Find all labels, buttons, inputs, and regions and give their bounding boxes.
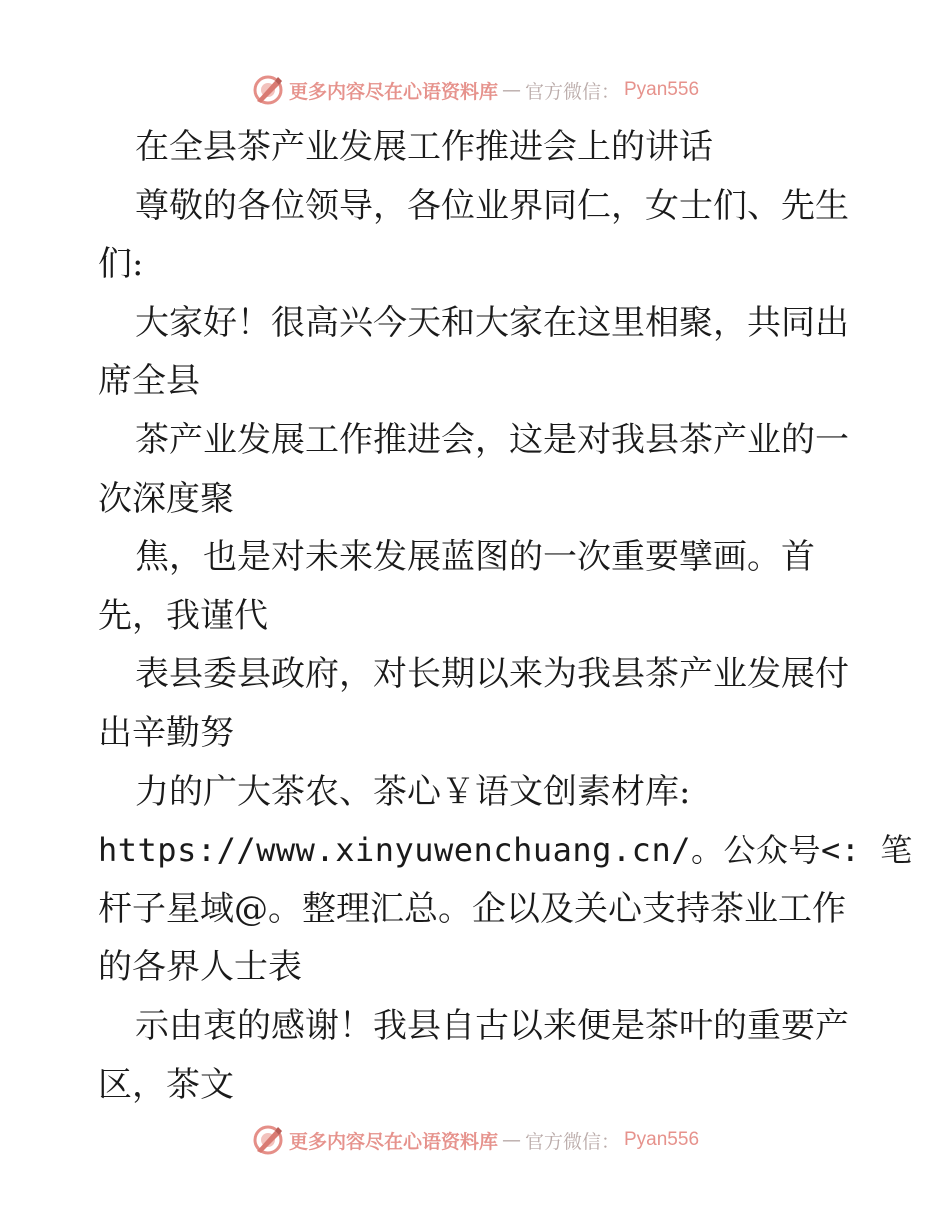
header-banner	[0, 70, 950, 110]
text-line: https://www.xinyuwenchuang.cn/。公众号<: 笔	[98, 831, 913, 870]
text-line: 次深度聚	[98, 478, 234, 519]
text-line: 席全县	[98, 361, 200, 402]
text-line: 出辛勤努	[98, 713, 234, 753]
banner-wechat-id: Pyan556	[624, 79, 700, 100]
text-line: 焦，也是对未来发展蓝图的一次重要擘画。首	[135, 537, 815, 578]
footer-banner	[0, 1120, 950, 1160]
banner-text: 更多内容尽在心语资料库	[288, 80, 498, 103]
banner-dash: —	[501, 79, 521, 101]
text-line: 尊敬的各位领导，各位业界同仁，女士们、先生	[135, 185, 849, 226]
text-line: 杆子星域@。整理汇总。企以及关心支持茶业工作	[98, 888, 846, 929]
text-line: 在全县茶产业发展工作推进会上的讲话	[135, 127, 713, 167]
text-line: 大家好！很高兴今天和大家在这里相聚，共同出	[135, 302, 849, 343]
text-line: 示由衷的感谢！我县自古以来便是茶叶的重要产	[135, 1006, 849, 1046]
text-line: 们:	[98, 244, 144, 285]
text-line: 区，茶文	[98, 1064, 234, 1105]
pen-logo-icon	[251, 1123, 285, 1157]
banner-wechat-id: Pyan556	[624, 1129, 700, 1150]
banner-text: 更多内容尽在心语资料库	[288, 1130, 498, 1153]
banner-wechat-label: 官方微信：	[524, 1130, 620, 1153]
banner-wechat-label: 官方微信：	[524, 80, 620, 103]
banner-dash: —	[501, 1129, 521, 1151]
text-line: 的各界人士表	[98, 947, 302, 988]
pen-logo-icon	[251, 73, 285, 107]
text-line: 茶产业发展工作推进会，这是对我县茶产业的一	[135, 420, 849, 460]
text-line: 先，我谨代	[98, 595, 268, 636]
text-line: 力的广大茶农、茶心￥语文创素材库:	[135, 771, 691, 812]
text-line: 表县委县政府，对长期以来为我县茶产业发展付	[135, 654, 849, 695]
